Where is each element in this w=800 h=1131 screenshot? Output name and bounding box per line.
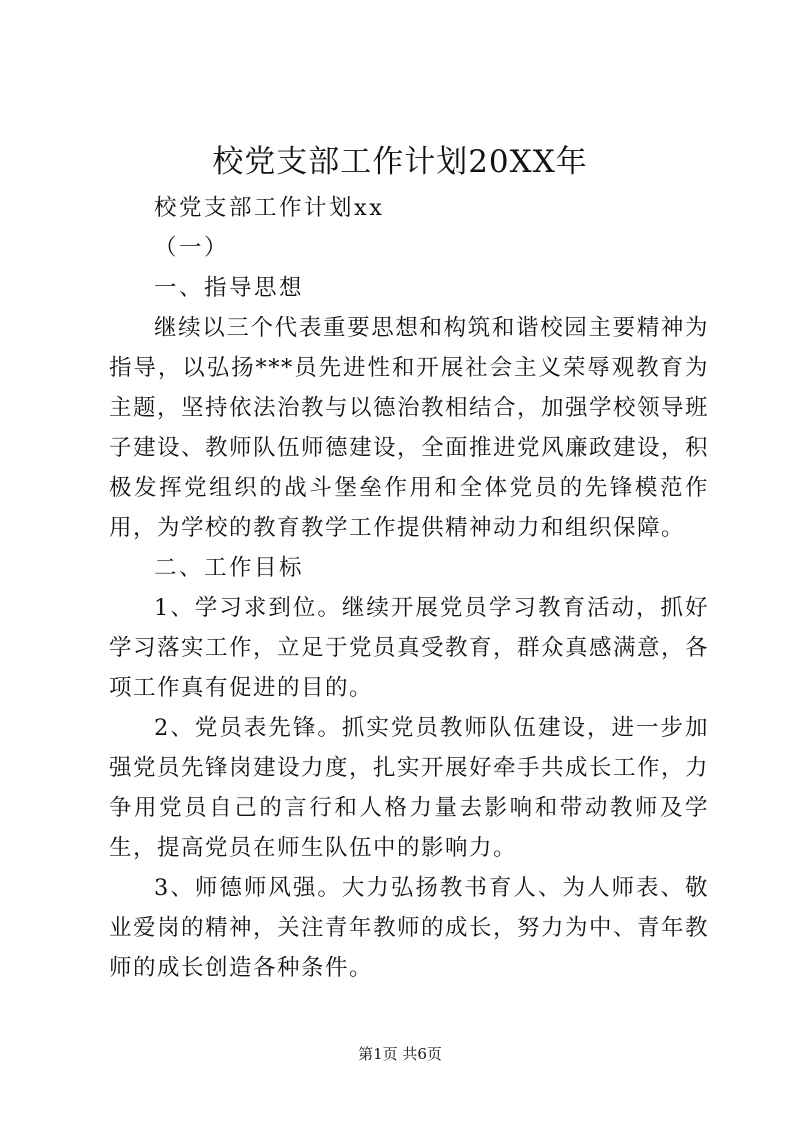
page-footer: 第1页 共6页 [358,1045,442,1063]
paragraph-goal-3: 3、师德师风强。大力弘扬教书育人、为人师表、敬业爱岗的精神，关注青年教师的成长，努力为中、青年教师的成长创造各种条件。 [109,875,710,981]
section-heading-work-goals: 二、工作目标 [154,555,305,581]
section-number: （一） [154,235,230,261]
paragraph-goal-1: 1、学习求到位。继续开展党员学习教育活动，抓好学习落实工作，立足于党员真受教育，群众真感满意，各项工作真有促进的目的。 [109,595,710,701]
document-title: 校党支部工作计划20XX年 [212,144,588,180]
paragraph-goal-2: 2、党员表先锋。抓实党员教师队伍建设，进一步加强党员先锋岗建设力度，扎实开展好牵手共成长工作，力争用党员自己的言行和人格力量去影响和带动教师及学生，提高党员在师生队伍中的影响力。 [109,715,710,861]
paragraph-guiding-ideology: 继续以三个代表重要思想和构筑和谐校园主要精神为指导，以弘扬***员先进性和开展社会主义荣辱观教育为主题，坚持依法治教与以德治教相结合，加强学校领导班子建设、教师队伍师德建设，全面推进党风廉政建设，积极发挥党组织的战斗堡垒作用和全体党员的先锋模范作用，为学校的教育教学工作提供精神动力和组织保障。 [109,315,710,541]
section-heading-guiding-ideology: 一、指导思想 [154,275,305,301]
document-body [109,188,709,988]
subtitle-line: 校党支部工作计划xx [154,195,385,221]
